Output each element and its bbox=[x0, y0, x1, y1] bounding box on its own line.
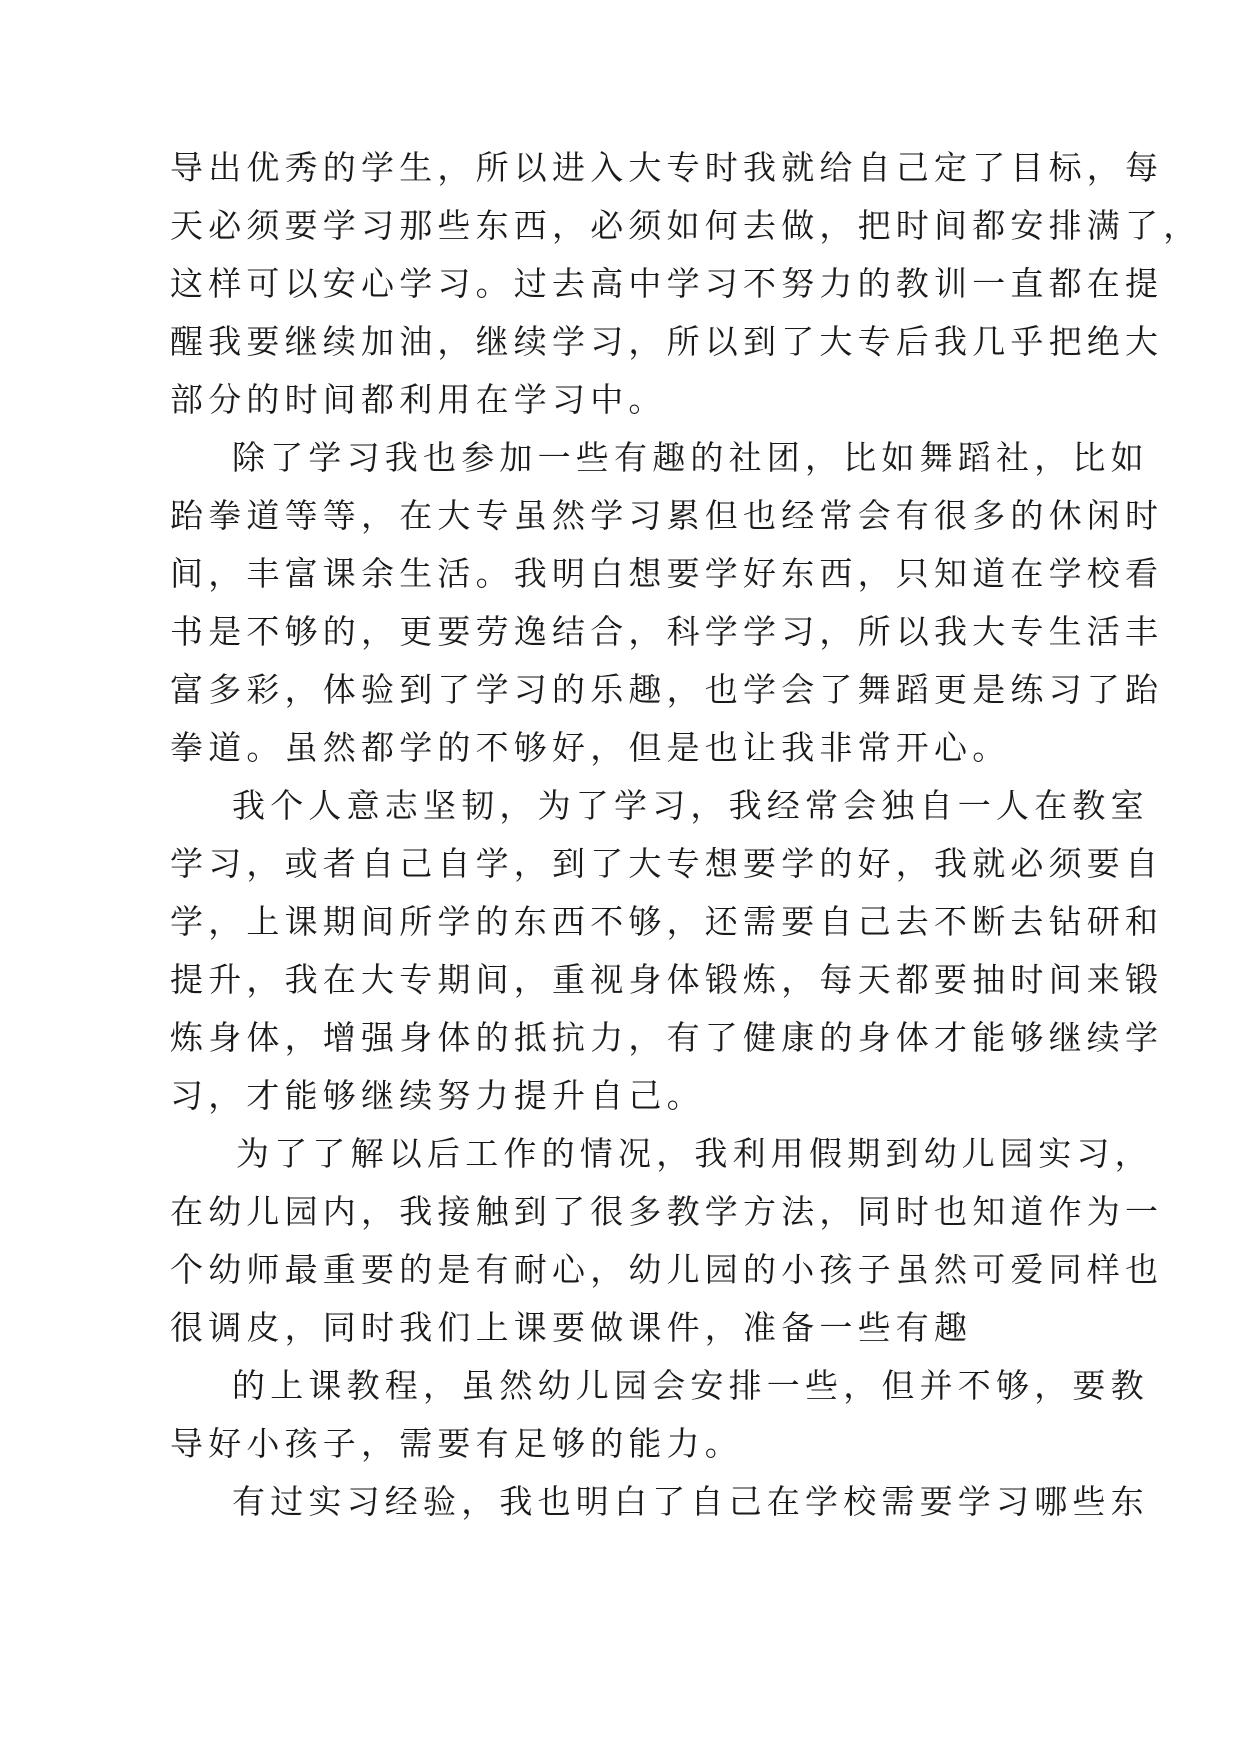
text-line: 醒我要继续加油，继续学习，所以到了大专后我几乎把绝大 bbox=[170, 322, 1164, 361]
text-line: 有过实习经验，我也明白了自己在学校需要学习哪些东 bbox=[232, 1482, 1149, 1521]
text-line: 这样可以安心学习。过去高中学习不努力的教训一直都在提 bbox=[170, 264, 1164, 303]
text-line: 在幼儿园内，我接触到了很多教学方法，同时也知道作为一 bbox=[170, 1192, 1164, 1231]
text-line: 拳道。虽然都学的不够好，但是也让我非常开心。 bbox=[170, 728, 1011, 767]
text-line: 炼身体，增强身体的抵抗力，有了健康的身体才能够继续学 bbox=[170, 1018, 1164, 1057]
text-line: 书是不够的，更要劳逸结合，科学学习，所以我大专生活丰 bbox=[170, 612, 1164, 651]
text-line: 学，上课期间所学的东西不够，还需要自己去不断去钻研和 bbox=[170, 902, 1164, 941]
text-line: 我个人意志坚韧，为了学习，我经常会独自一人在教室 bbox=[232, 786, 1149, 825]
text-line: 间，丰富课余生活。我明白想要学好东西，只知道在学校看 bbox=[170, 554, 1164, 593]
text-line: 除了学习我也参加一些有趣的社团，比如舞蹈社，比如 bbox=[232, 438, 1149, 477]
text-line: 习，才能够继续努力提升自己。 bbox=[170, 1076, 705, 1115]
text-line: 导好小孩子，需要有足够的能力。 bbox=[170, 1424, 743, 1463]
text-line: 提升，我在大专期间，重视身体锻炼，每天都要抽时间来锻 bbox=[170, 960, 1164, 999]
text-line: 很调皮，同时我们上课要做课件，准备一些有趣 bbox=[170, 1308, 973, 1347]
text-line: 天必须要学习那些东西，必须如何去做，把时间都安排满了， bbox=[170, 206, 1202, 245]
text-line: 为了了解以后工作的情况，我利用假期到幼儿园实习， bbox=[236, 1134, 1153, 1173]
text-line: 跆拳道等等，在大专虽然学习累但也经常会有很多的休闲时 bbox=[170, 496, 1164, 535]
text-line: 学习，或者自己自学，到了大专想要学的好，我就必须要自 bbox=[170, 844, 1164, 883]
text-line: 的上课教程，虽然幼儿园会安排一些，但并不够，要教 bbox=[232, 1366, 1149, 1405]
text-line: 富多彩，体验到了学习的乐趣，也学会了舞蹈更是练习了跆 bbox=[170, 670, 1164, 709]
text-line: 导出优秀的学生，所以进入大专时我就给自己定了目标，每 bbox=[170, 148, 1164, 187]
text-line: 个幼师最重要的是有耐心，幼儿园的小孩子虽然可爱同样也 bbox=[170, 1250, 1164, 1289]
text-line: 部分的时间都利用在学习中。 bbox=[170, 380, 667, 419]
